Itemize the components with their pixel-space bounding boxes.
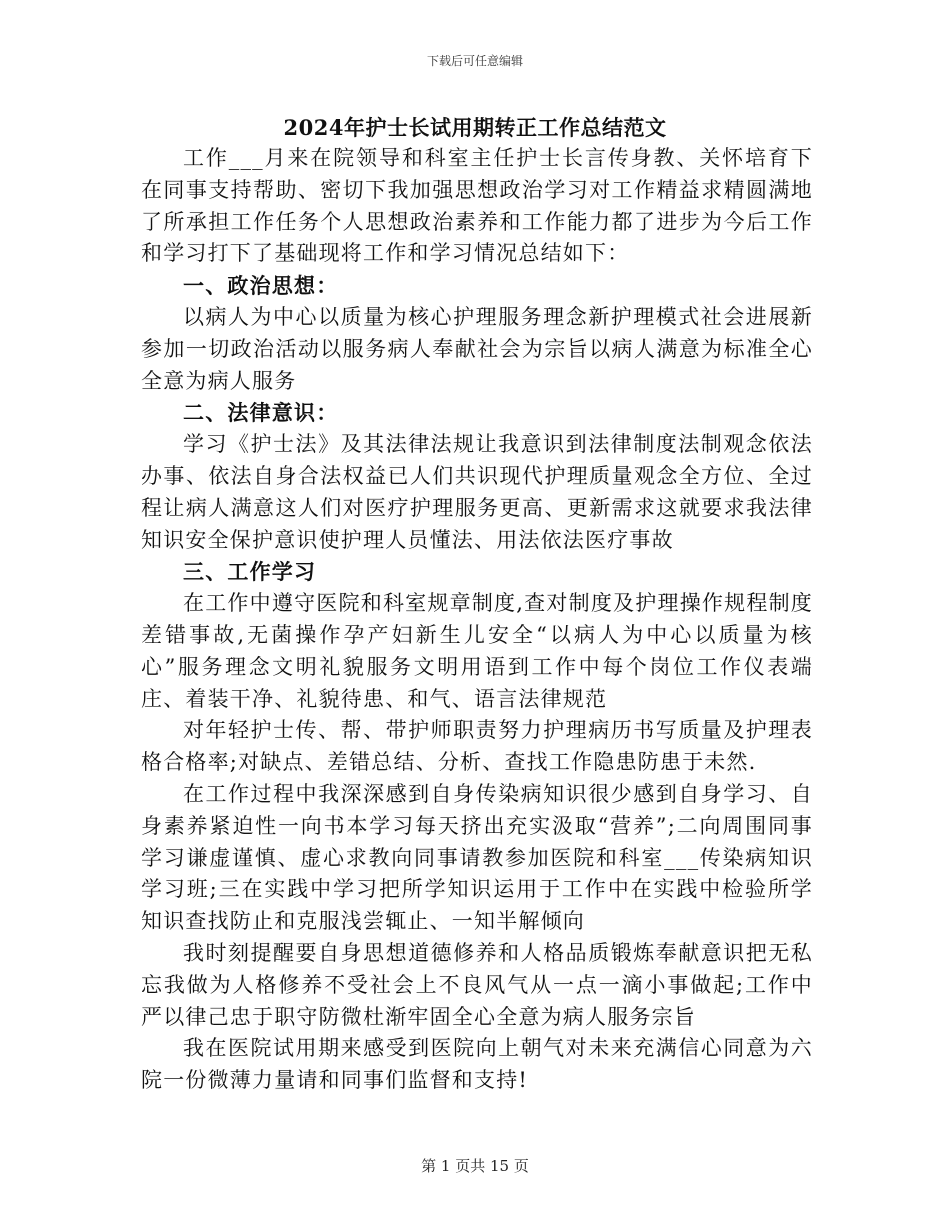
work-study-paragraph-4: 我时刻提醒要自身思想道德修养和人格品质锻炼奉献意识把无私忘我做为人格修养不受社会上不良风气从一点一滴小事做起;工作中严以律己忠于职守防微杜渐牢固全心全意为病人服务宗旨 [141,940,813,1029]
header-note: 下载后可任意编辑 [426,54,523,68]
section-heading-work-study: 三、工作学习 [183,559,317,585]
section-heading-political: 一、政治思想： [183,273,339,299]
section-paragraph-political: 以病人为中心以质量为核心护理服务理念新护理模式社会进展新参加一切政治活动以服务病人奉献社会为宗旨以病人满意为标准全心全意为病人服务 [141,304,813,393]
section-heading-legal: 二、法律意识： [183,400,339,426]
closing-paragraph: 我在医院试用期来感受到医院向上朝气对未来充满信心同意为六院一份微薄力量请和同事们监督和支持! [141,1036,813,1093]
section-paragraph-legal: 学习《护士法》及其法律法规让我意识到法律制度法制观念依法办事、依法自身合法权益已人们共识现代护理质量观念全方位、全过程让病人满意这人们对医疗护理服务更高、更新需求这就要求我法律知识安全保护意识使护理人员懂法、用法依法医疗事故 [141,432,813,552]
work-study-paragraph-2: 对年轻护士传、帮、带护师职责努力护理病历书写质量及护理表格合格率;对缺点、差错总结、分析、查找工作隐患防患于未然. [141,718,813,775]
document-body [141,143,813,1097]
work-study-paragraph-3: 在工作过程中我深深感到自身传染病知识很少感到自身学习、自身素养紧迫性一向书本学习每天挤出充实汲取“营养”;二向周围同事学习谦虚谨慎、虚心求教向同事请教参加医院和科室___传染病知识学习班;三在实践中学习把所学知识运用于工作中在实践中检验所学知识查找防止和克服浅尝辄止、一知半解倾向 [141,781,813,934]
document-title: 2024年护士长试用期转正工作总结范文 [283,115,667,140]
page-number-footer: 第 1 页共 15 页 [421,1157,529,1175]
work-study-paragraph-1: 在工作中遵守医院和科室规章制度,查对制度及护理操作规程制度差错事故,无菌操作孕产妇新生儿安全“以病人为中心以质量为核心”服务理念文明礼貌服务文明用语到工作中每个岗位工作仪表端庄、着装干净、礼貌待患、和气、语言法律规范 [141,591,813,711]
intro-paragraph: 工作___月来在院领导和科室主任护士长言传身教、关怀培育下在同事支持帮助、密切下我加强思想政治学习对工作精益求精圆满地了所承担工作任务个人思想政治素养和工作能力都了进步为今后工作和学习打下了基础现将工作和学习情况总结如下： [141,146,813,266]
